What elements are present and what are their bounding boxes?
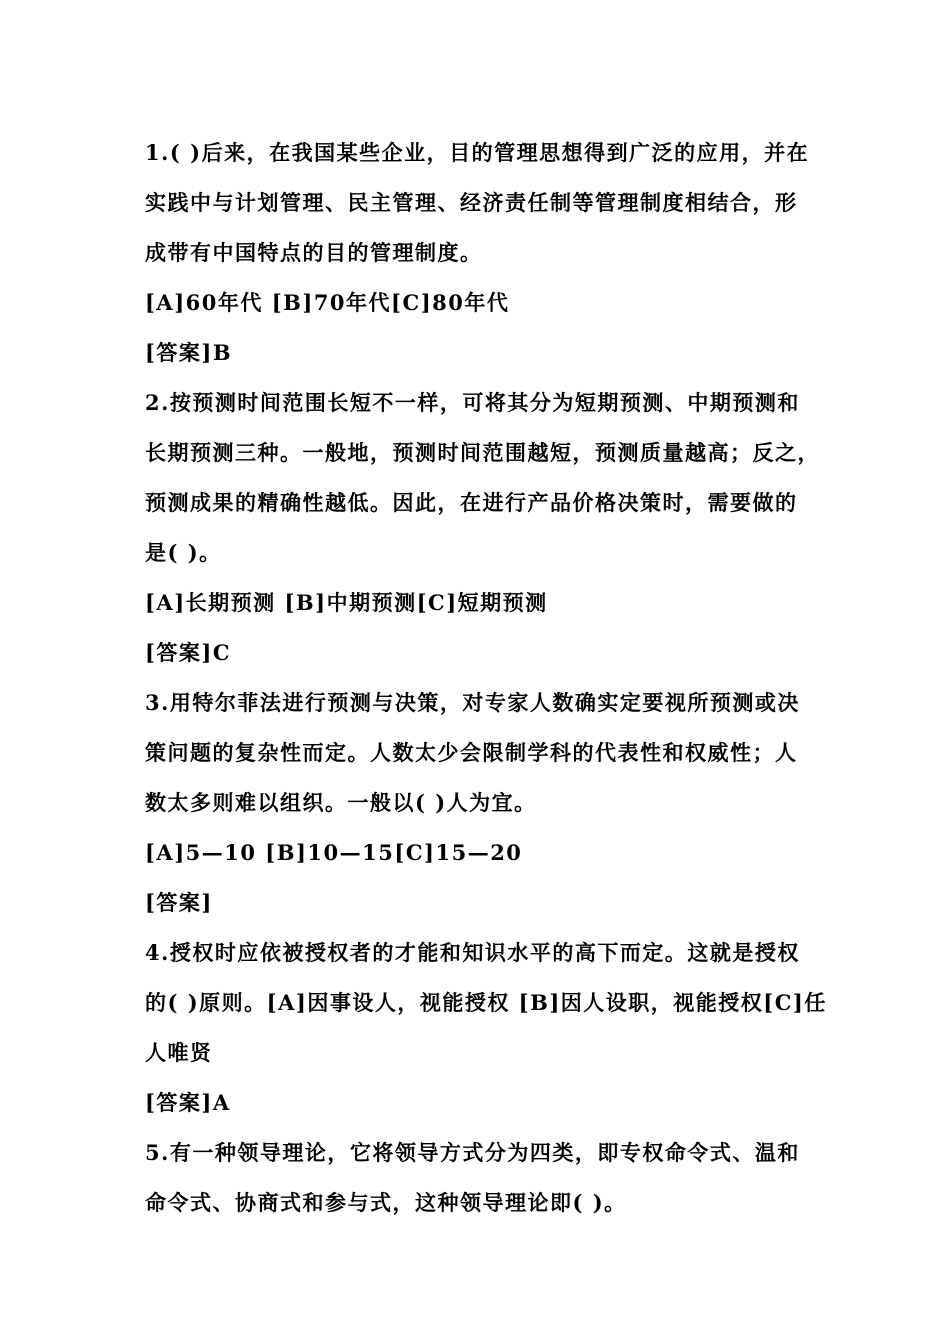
q1-line-1: 1.( )后来，在我国某些企业，目的管理思想得到广泛的应用，并在 [145,140,810,165]
q4-line-3: 人唯贤 [145,1040,213,1065]
q3-line-3: 数太多则难以组织。一般以( )人为宜。 [145,790,537,815]
q2-line-4: 是( )。 [145,540,222,565]
q2-options: [A]长期预测 [B]中期预测[C]短期预测 [145,590,548,615]
q1-line-3: 成带有中国特点的目的管理制度。 [145,240,483,265]
q1-answer: [答案]B [145,340,233,365]
q3-options: [A]5—10 [B]10—15[C]15—20 [145,840,523,865]
q3-line-2: 策问题的复杂性而定。人数太少会限制学科的代表性和权威性；人 [145,740,798,765]
q2-line-2: 长期预测三种。一般地，预测时间范围越短，预测质量越高；反之， [145,440,820,465]
q1-options: [A]60年代 [B]70年代[C]80年代 [145,290,510,315]
q4-line-1: 4.授权时应依被授权者的才能和知识水平的高下而定。这就是授权 [145,940,800,965]
document-body [145,128,825,1228]
q4-line-2: 的( )原则。[A]因事设人，视能授权 [B]因人设职，视能授权[C]任 [145,990,827,1015]
q1-line-2: 实践中与计划管理、民主管理、经济责任制等管理制度相结合，形 [145,190,798,215]
q3-answer: [答案] [145,890,213,915]
q4-answer: [答案]A [145,1090,231,1115]
q5-line-1: 5.有一种领导理论，它将领导方式分为四类，即专权命令式、温和 [145,1140,800,1165]
q3-line-1: 3.用特尔菲法进行预测与决策，对专家人数确实定要视所预测或决 [145,690,800,715]
q5-line-2: 命令式、协商式和参与式，这种领导理论即( )。 [145,1190,627,1215]
q2-answer: [答案]C [145,640,232,665]
q2-line-3: 预测成果的精确性越低。因此，在进行产品价格决策时，需要做的 [145,490,798,515]
q2-line-1: 2.按预测时间范围长短不一样，可将其分为短期预测、中期预测和 [145,390,800,415]
